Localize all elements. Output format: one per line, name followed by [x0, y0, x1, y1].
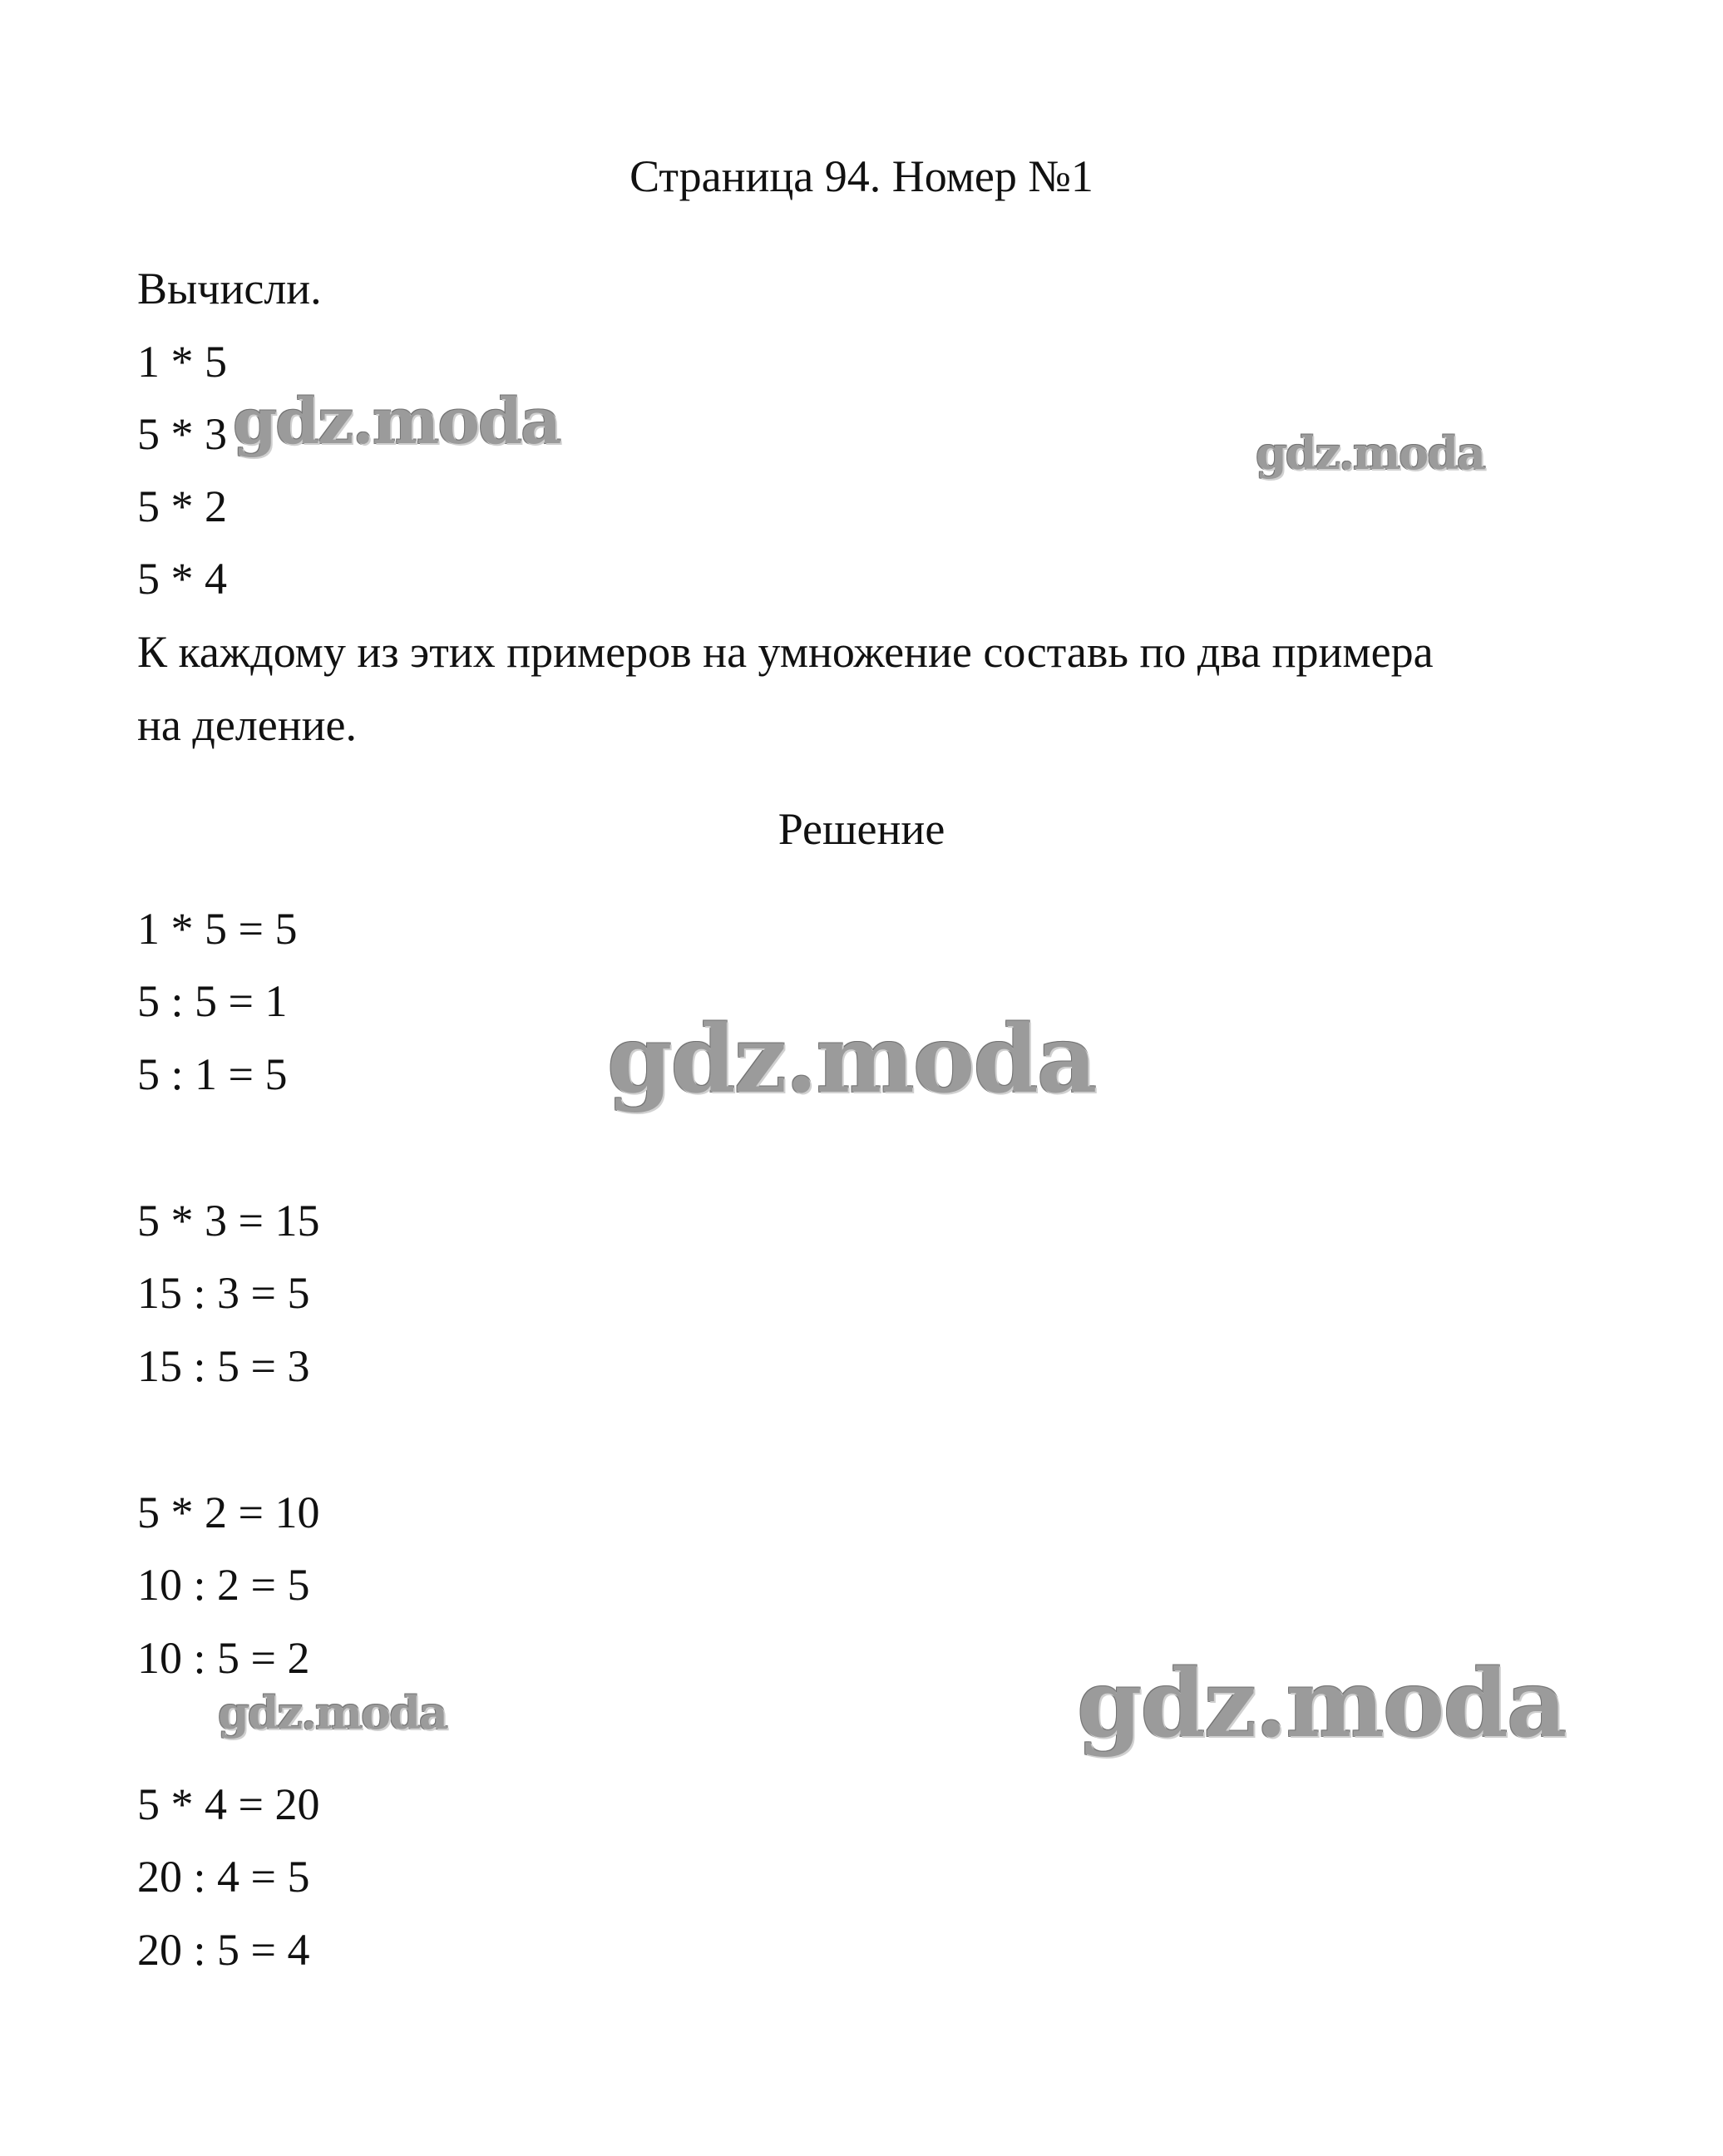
solution-line: 15 : 3 = 5	[137, 1268, 310, 1318]
watermark-logo: gdz.moda	[1256, 427, 1484, 480]
solution-line: 5 * 4 = 20	[137, 1779, 320, 1829]
solution-line: 5 : 5 = 1	[137, 976, 288, 1026]
solution-line: 20 : 5 = 4	[137, 1925, 310, 1975]
solution-line: 5 * 3 = 15	[137, 1196, 320, 1246]
solution-line: 20 : 4 = 5	[137, 1852, 310, 1902]
task-question: на деление.	[137, 700, 357, 750]
solution-heading: Решение	[778, 804, 945, 854]
task-item: 5 * 3	[137, 409, 227, 459]
solution-line: 15 : 5 = 3	[137, 1341, 310, 1391]
watermark-logo: gdz.moda	[233, 384, 560, 458]
task-item: 1 * 5	[137, 337, 227, 387]
page-title: Страница 94. Номер №1	[629, 151, 1094, 201]
solution-line: 10 : 2 = 5	[137, 1560, 310, 1610]
task-item: 5 * 2	[137, 481, 227, 531]
task-question: К каждому из этих примеров на умножение составь по два примера	[137, 627, 1434, 677]
watermark-logo: gdz.moda	[1077, 1650, 1566, 1759]
solution-line: 1 * 5 = 5	[137, 904, 298, 954]
task-instruction: Вычисли.	[137, 264, 322, 313]
solution-line: 10 : 5 = 2	[137, 1633, 310, 1683]
solution-line: 5 : 1 = 5	[137, 1049, 288, 1099]
task-item: 5 * 4	[137, 554, 227, 604]
watermark-logo: gdz.moda	[607, 1005, 1096, 1114]
solution-line: 5 * 2 = 10	[137, 1487, 320, 1537]
watermark-logo: gdz.moda	[218, 1686, 447, 1739]
